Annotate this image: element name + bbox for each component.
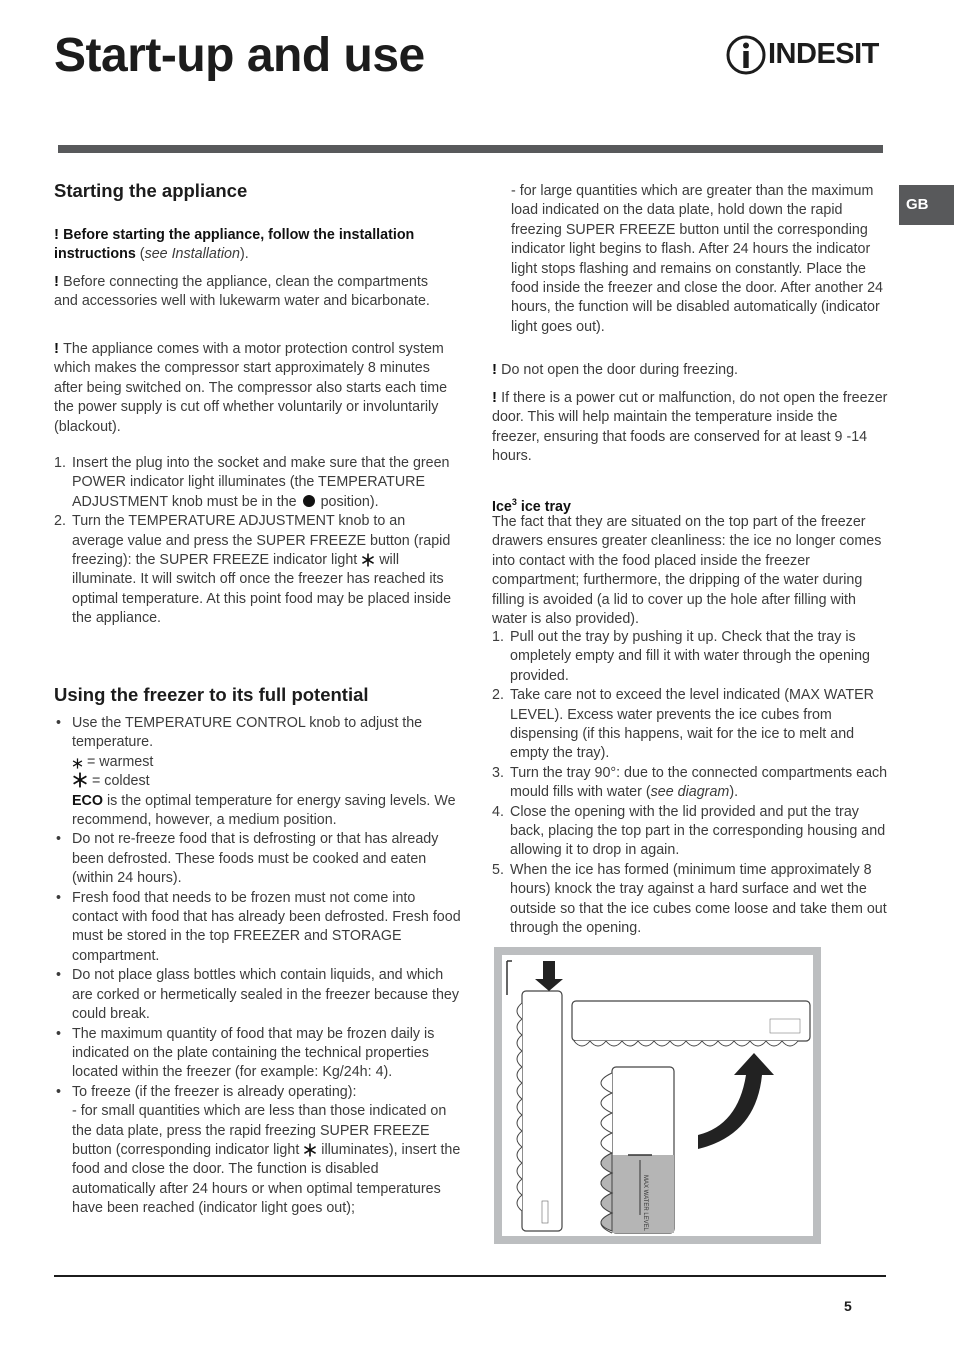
start-step-2: 2. Turn the TEMPERATURE ADJUSTMENT knob to an average value and press the SUPER FREEZE button (rapid freezing): the SUPER FREEZE indicator light will illuminate. It will switch off once the freezer has reached its optimal temperature. At this point food may be placed inside the appliance. (54, 513, 452, 627)
page-title: Start-up and use (54, 29, 425, 82)
note-installation-ref: see Installation (144, 246, 240, 263)
ice-step-4: 4. Close the opening with the lid provided and put the tray back, placing the top part in the corresponding housing and allowing it to drop in again. (492, 803, 886, 859)
note-motor-protection (54, 339, 462, 437)
tip-freeze-small-end: illuminates), insert the food and close the door. The function is disabled automatically after 24 hours or when optimal temperatures have been reached (indicator light goes out); (72, 1141, 461, 1217)
tip-to-freeze: • To freeze (if the freezer is already operating): - for small quantities which are less than those indicated on the data plate, press the rapid freezing SUPER FREEZE button (corresponding indicator light illuminates), insert the food and close the door. The function is disabled automatically after 24 hours or when optimal temperatures have been reached (indicator light goes out); (56, 1083, 461, 1217)
freezer-tips-list (54, 714, 462, 1219)
ice-step-5: 5. When the ice has formed (minimum time approximately 8 hours) knock the tray against a hard surface and wet the outside so that the ice cubes come loose and take them out through the opening. (492, 861, 887, 937)
start-step-1-text: Insert the plug into the socket and make sure that the green POWER indicator light illuminates (the TEMPERATURE ADJUSTMENT knob must be in the (72, 455, 450, 510)
ice-step-2-text: Take care not to exceed the level indicated (MAX WATER LEVEL). Excess water prevents the ice cubes from dispensing (if this happens, wait for the ice to melt and empty the tray). (510, 687, 874, 762)
ice-step-3-text: Turn the tray 90°: due to the connected compartments each mould fills with water ( (510, 764, 888, 801)
eco-text: is the optimal temperature for energy saving levels. We recommend, however, a medium position. (72, 792, 456, 829)
dot-position-icon (303, 495, 315, 507)
ice-tray-diagram (494, 947, 821, 1244)
freeze-large-quantities: - for large quantities which are greater than the maximum load indicated on the data plate, hold down the rapid freezing SUPER FREEZE button until the corresponding indicator light begins to flash. After 24 hours the indicator light stops flashing and remains on constantly. Place the food inside the freezer and close the door. After another 24 hours, the function will be disabled automatically (indicator light goes out). (511, 183, 883, 335)
ice-step-3: 3. Turn the tray 90°: due to the connected compartments each mould fills with water (see diagram). (492, 764, 888, 801)
ice-step-5-text: When the ice has formed (minimum time approximately 8 hours) knock the tray against a hard surface and wet the outside so that the ice cubes come loose and take them out through the opening. (510, 861, 887, 937)
ice-tray-intro: The fact that they are situated on the top part of the freezer drawers ensures greater cleanliness: the ice no longer comes into contact with the food placed inside the freezer compartment; furthermore, the dripping of the water during filling is avoided (a lid to cover up the hole after filling with water is also provided). (492, 514, 882, 628)
indesit-i-icon (726, 34, 766, 76)
warning-mark: ! (54, 340, 64, 357)
ice-step-3-ref: see diagram (650, 784, 730, 801)
tip-temperature: • Use the TEMPERATURE CONTROL knob to adjust the temperature. = warmest = coldest ECO is the optimal temperature for energy saving levels. We recommend, however, a medium position. (56, 715, 456, 829)
ice-step-4-text: Close the opening with the lid provided and put the tray back, placing the top part in the corresponding housing and allowing it to drop in again. (510, 803, 886, 859)
ice-heading-sup: 3 (511, 497, 517, 507)
note-motor-text: The appliance comes with a motor protection control system which makes the compressor start approximately 8 minutes after being switched on. The compressor also starts each time the power supply is cut off whether voluntarily or involuntarily (blackout). (54, 341, 448, 435)
note-installation: ! Before starting the appliance, follow the installation instructions (see Installation). (54, 226, 415, 263)
tip-max-quantity: • The maximum quantity of food that may be frozen daily is indicated on the plate containing the technical properties located within the freezer (for example: Kg/24h: 4). (56, 1025, 435, 1081)
start-steps-list (54, 454, 454, 629)
snowflake-small-icon (72, 758, 83, 769)
warmest-label: = warmest (86, 753, 154, 770)
tip-fresh-food: • Fresh food that needs to be frozen must not come into contact with food that has already been defrosted. Fresh food must be stored in the top FREEZER and STORAGE compartment. (56, 889, 461, 964)
heading-using-freezer: Using the freezer to its full potential (54, 684, 369, 705)
tip-glass-text: Do not place glass bottles which contain liquids, and which are corked or hermetically sealed in the freezer because they could break. (72, 967, 460, 1023)
ice-heading-rest: ice tray (520, 498, 571, 515)
brand-logo (726, 34, 886, 76)
tip-temperature-text: Use the TEMPERATURE CONTROL knob to adjust the temperature. (72, 715, 423, 751)
start-step-2-text: Turn the TEMPERATURE ADJUSTMENT knob to an average value and press the SUPER FREEZE button (rapid freezing): the SUPER FREEZE indicator light (72, 513, 451, 569)
tip-refreeze: • Do not re-freeze food that is defrosting or that has already been defrosted. These foods must be cooked and eaten (within 24 hours). (56, 831, 439, 887)
warning-power-cut (492, 388, 888, 467)
page-number: 5 (844, 1298, 852, 1314)
note-cleaning-text: Before connecting the appliance, clean the compartments and accessories well with lukewarm water and bicarbonate. (54, 274, 430, 310)
warning-door (492, 360, 888, 380)
ice-steps-list (492, 628, 888, 939)
diagram-panel (502, 955, 813, 1236)
snowflake-icon (303, 1143, 317, 1157)
tip-freeze-text: To freeze (if the freezer is already operating): (72, 1083, 357, 1100)
ice-step-1-text: Pull out the tray by pushing it up. Check that the tray is ompletely empty and fill it with water through the opening provided. (510, 629, 871, 684)
warning-mark: ! (492, 361, 502, 378)
snowflake-large-icon (72, 772, 88, 788)
language-tab: GB (899, 185, 954, 225)
start-step-1: 1. Insert the plug into the socket and make sure that the green POWER indicator light illuminates (the TEMPERATURE ADJUSTMENT knob must be in the position). (54, 455, 450, 510)
warning-power-text: If there is a power cut or malfunction, do not open the freezer door. This will help maintain the temperature inside the freezer, ensuring that foods are conserved for at least 9 -14 hours. (492, 390, 888, 465)
tip-max-text: The maximum quantity of food that may be frozen daily is indicated on the plate containing the technical properties located within the freezer (for example: Kg/24h: 4). (72, 1025, 435, 1081)
warning-mark: ! (54, 273, 64, 290)
note-installation-bold: Before starting the appliance, follow the installation instructions (54, 227, 415, 263)
ice-step-3-end: ). (729, 784, 739, 801)
ice-tray-illustration (502, 955, 813, 1236)
eco-label: ECO (72, 792, 103, 809)
ice-heading-word: Ice (492, 498, 512, 515)
ice-step-2: 2. Take care not to exceed the level indicated (MAX WATER LEVEL). Excess water prevents the ice cubes from dispensing (if this happens, wait for the ice to melt and empty the tray). (492, 687, 874, 762)
footer-rule (54, 1275, 886, 1277)
brand-name: INDESIT (768, 38, 879, 70)
heading-starting-appliance: Starting the appliance (54, 180, 248, 201)
coldest-label: = coldest (91, 773, 150, 790)
header-rule (58, 145, 883, 153)
start-step-1-text-end: position). (320, 493, 379, 510)
tip-fresh-food-text: Fresh food that needs to be frozen must not come into contact with food that has already been defrosted. Fresh food must be stored in the top FREEZER and STORAGE compartment. (72, 889, 461, 964)
tip-refreeze-text: Do not re-freeze food that is defrosting or that has already been defrosted. These foods must be cooked and eaten (within 24 hours). (72, 831, 439, 887)
max-water-level-label: MAX WATER LEVEL (642, 1175, 648, 1232)
warning-mark: ! (492, 389, 502, 406)
note-cleaning (54, 272, 454, 312)
ice-step-1: 1. Pull out the tray by pushing it up. Check that the tray is ompletely empty and fill it with water through the opening provided. (492, 629, 871, 684)
tip-glass-bottles: • Do not place glass bottles which contain liquids, and which are corked or hermetically sealed in the freezer because they could break. (56, 967, 460, 1023)
tip-freeze-small: - for small quantities which are less than those indicated on the data plate, press the rapid freezing SUPER FREEZE button (corresponding indicator light (72, 1103, 447, 1158)
snowflake-icon (361, 553, 375, 567)
start-step-2-text-end: will illuminate. It will switch off once the freezer has reached its optimal temperature. At this point food may be placed inside the appliance. (72, 552, 452, 627)
warning-door-text: Do not open the door during freezing. (501, 362, 739, 378)
warning-mark: ! (54, 226, 64, 243)
